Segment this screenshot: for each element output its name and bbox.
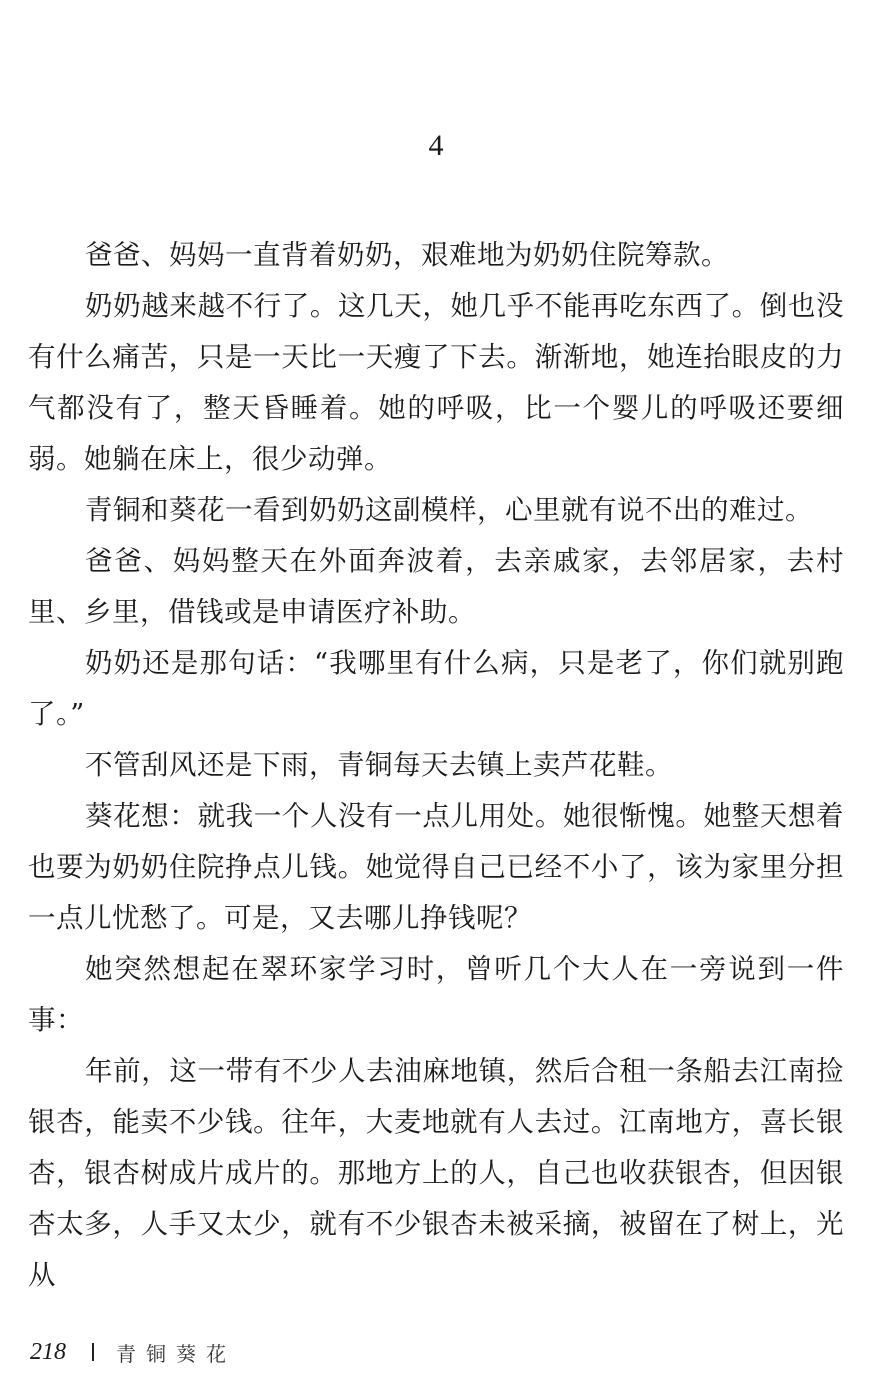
paragraph: 年前，这一带有不少人去油麻地镇，然后合租一条船去江南捡银杏，能卖不少钱。往年，大麦地就有人去过。江南地方，喜长银杏，银杏树成片成片的。那地方上的人，自己也收获银杏，但因银杏太多，人手又太少，就有不少银杏未被采摘，被留在了树上，光从: [28, 1055, 844, 1291]
page-number: 218: [30, 1338, 66, 1365]
page-footer: [30, 1332, 236, 1372]
book-title: 青铜葵花: [116, 1341, 236, 1366]
body-text: [28, 230, 844, 1301]
paragraph: 青铜和葵花一看到奶奶这副模样，心里就有说不出的难过。: [85, 494, 813, 526]
paragraph: 不管刮风还是下雨，青铜每天去镇上卖芦花鞋。: [85, 749, 673, 781]
paragraph: 葵花想：就我一个人没有一点儿用处。她很惭愧。她整天想着也要为奶奶住院挣点儿钱。她觉得自己已经不小了，该为家里分担一点儿忧愁了。可是，又去哪儿挣钱呢？: [28, 800, 844, 934]
paragraph: 奶奶还是那句话：“我哪里有什么病，只是老了，你们就别跑了。”: [28, 647, 844, 730]
paragraph: 爸爸、妈妈一直背着奶奶，艰难地为奶奶住院筹款。: [85, 239, 729, 271]
footer-separator: [92, 1343, 94, 1361]
paragraph: 她突然想起在翠环家学习时，曾听几个大人在一旁说到一件事：: [28, 953, 844, 1036]
paragraph: 奶奶越来越不行了。这几天，她几乎不能再吃东西了。倒也没有什么痛苦，只是一天比一天瘦了下去。渐渐地，她连抬眼皮的力气都没有了，整天昏睡着。她的呼吸，比一个婴儿的呼吸还要细弱。她躺在床上，很少动弹。: [28, 290, 844, 475]
chapter-number: 4: [428, 129, 444, 162]
paragraph: 爸爸、妈妈整天在外面奔波着，去亲戚家，去邻居家，去村里、乡里，借钱或是申请医疗补助。: [28, 545, 844, 628]
